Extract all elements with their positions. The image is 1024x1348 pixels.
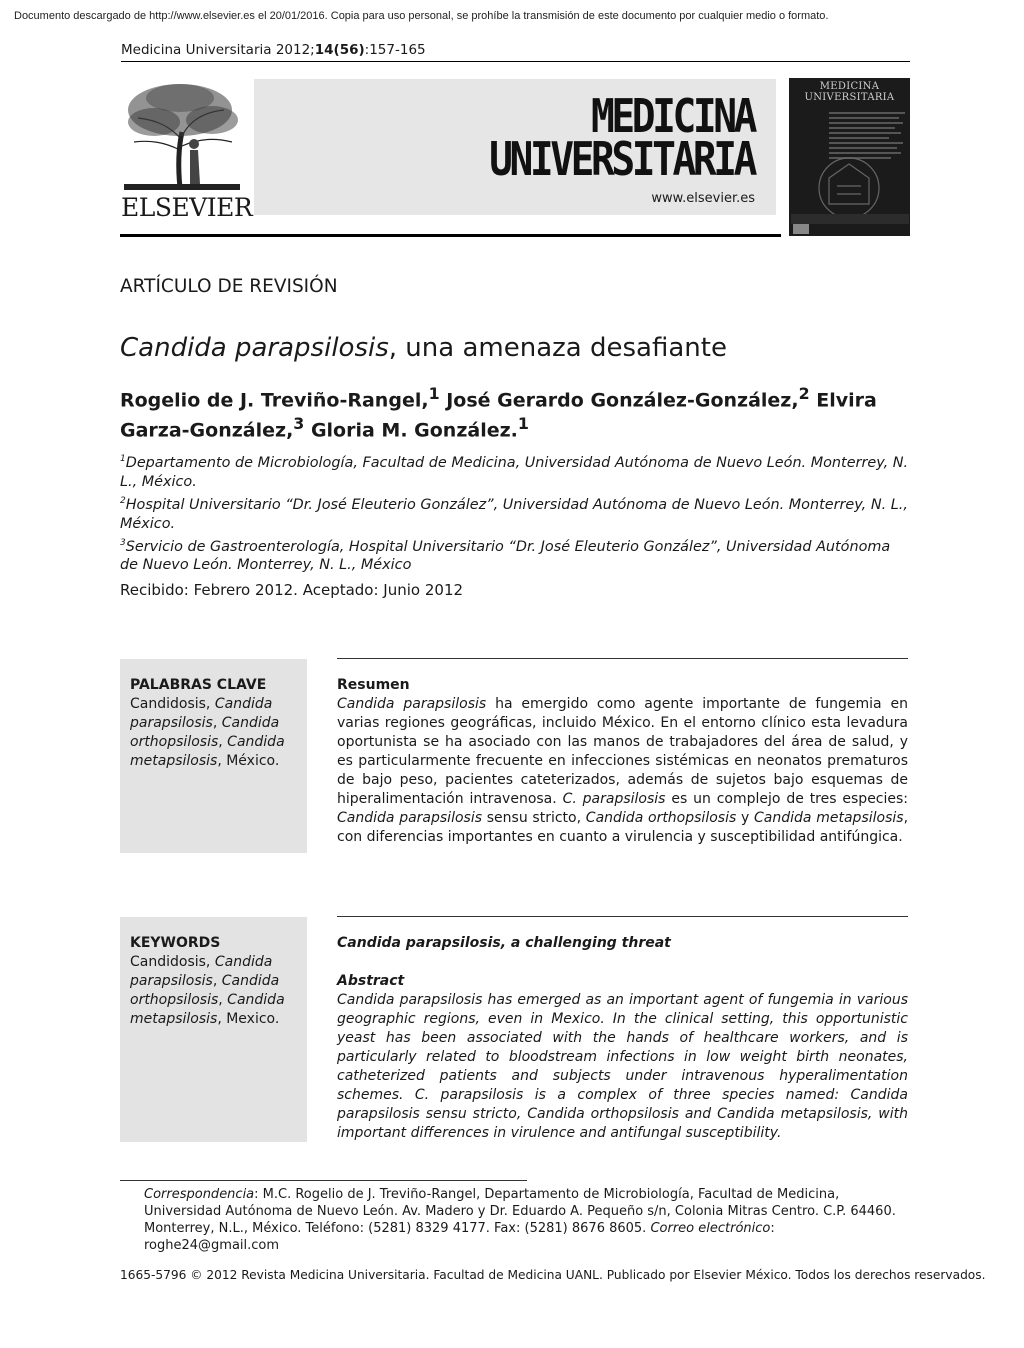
title-species: Candida parapsilosis (120, 333, 389, 363)
section-label: ARTÍCULO DE REVISIÓN (120, 276, 338, 297)
wordmark-line-2: UNIVERSITARIA (489, 131, 754, 186)
journal-url: www.elsevier.es (651, 191, 755, 206)
keyword-text: , (212, 715, 222, 731)
footnote-rule (120, 1180, 527, 1181)
author-sup: 1 (428, 384, 440, 403)
download-notice: Documento descargado de http://www.elsevier.es el 20/01/2016. Copia para uso personal, se prohíbe la transmisión de este documento por cualquier medio o formato. (14, 10, 829, 22)
cover-title (789, 82, 910, 103)
cover-artwork-icon (789, 108, 910, 236)
received-dates: Recibido: Febrero 2012. Aceptado: Junio 2012 (120, 581, 464, 599)
author-sup: 3 (293, 414, 305, 434)
journal-volume: 14 (314, 42, 334, 58)
affiliation-text: Servicio de Gastroenterología, Hospital Universitario “Dr. José Eleuterio González”, Universidad Autónoma de Nuevo León. Monterrey, N. L., México (120, 538, 891, 574)
resumen-text: Candida metapsilosis (754, 810, 904, 826)
keyword-text: , (218, 992, 228, 1008)
resumen-heading: Resumen (337, 677, 410, 693)
journal-pages: :157-165 (364, 42, 426, 58)
keyword-text: , (212, 973, 222, 989)
affiliation-sup: 1 (120, 454, 126, 464)
resumen-text: Candida parapsilosis (337, 696, 487, 712)
abstract-heading: Abstract (337, 973, 405, 989)
affiliation (120, 534, 910, 576)
author-list (120, 382, 910, 443)
keywords-box-en (120, 917, 307, 1142)
publisher-name: ELSEVIER (121, 193, 253, 222)
affiliation-text: Hospital Universitario “Dr. José Eleuterio González”, Universidad Autónoma de Nuevo León. Monterrey, N. L., México. (120, 496, 908, 532)
copyright-line: 1665-5796 © 2012 Revista Medicina Universitaria. Facultad de Medicina UANL. Publicado por Elsevier México. Todos los derechos reservados. (120, 1268, 986, 1282)
author-name: Rogelio de J. Treviño-Rangel, (120, 389, 429, 412)
journal-cover (789, 78, 910, 236)
author-sup: 2 (798, 384, 810, 403)
affiliations (120, 450, 910, 575)
keyword-text: Candidosis, (130, 696, 215, 712)
keywords-list (130, 695, 297, 771)
resumen-body (337, 695, 908, 847)
correspondence-label: Correspondencia (144, 1187, 255, 1202)
author-sup: 1 (517, 414, 529, 434)
resumen-text: C. parapsilosis (562, 791, 666, 807)
email-address: : roghe24@gmail.com (144, 1221, 775, 1253)
author-name: José Gerardo González-González, (446, 389, 799, 412)
keyword-text: Candida orthopsilosis (130, 715, 280, 750)
keyword-text: , México. (217, 753, 280, 769)
keyword-text: Candida orthopsilosis (130, 973, 280, 1008)
keyword-text: Candida parapsilosis (130, 696, 273, 731)
affiliation (120, 492, 910, 534)
keywords-heading: PALABRAS CLAVE (130, 677, 267, 693)
cover-line-1: MEDICINA (819, 81, 880, 92)
keywords-heading: KEYWORDS (130, 935, 221, 951)
article-title (120, 333, 727, 363)
affiliation (120, 450, 910, 492)
journal-reference (121, 42, 426, 58)
english-title: Candida parapsilosis, a challenging threat (337, 935, 671, 951)
banner-rule (120, 234, 781, 237)
affiliation-sup: 2 (120, 495, 126, 506)
header-rule (121, 61, 910, 62)
author-name: Elvira Garza-González, (120, 389, 877, 442)
affiliation-text: Departamento de Microbiología, Facultad de Medicina, Universidad Autónoma de Nuevo León. Monterrey, N. L., México. (120, 454, 909, 490)
title-rest: , una amenaza desafiante (388, 333, 727, 363)
resumen-text: sensu stricto, (482, 810, 586, 826)
email-label: Correo electrónico (650, 1221, 771, 1236)
keyword-text: Candida metapsilosis (130, 734, 285, 769)
resumen-text: ha emergido como agente importante de fungemia en varias regiones geográficas, incluido México. En el entorno clínico esta levadura oportunista se ha asociado con las manos de trabajadores del área de salud, y es particularmente frecuente en infecciones sistémicas en neonatos prematuros de bajo peso, pacientes cateterizados, además de sujetos bajo esquemas de hiperalimentación intravenosa. (337, 696, 908, 807)
author-name: Gloria M. González. (310, 419, 518, 442)
journal-issue: (56) (333, 42, 365, 58)
abstract-en (337, 934, 908, 1143)
wordmark-line-1: MEDICINA (590, 89, 754, 143)
abstract-rule (337, 658, 908, 659)
keywords-box-es (120, 659, 307, 853)
resumen-text: Candida parapsilosis (337, 810, 483, 826)
abstract-body: Candida parapsilosis has emerged as an important agent of fungemia in various geographic regions, even in Mexico. In the clinical setting, this opportunistic yeast has been associated with the hands of healthcare workers, and is particularly related to bloodstream infections in low weight birth neonates, catheterized patients and subjects under intravenous hyperalimentation schemes. C. parapsilosis is a complex of three species named: Candida parapsilosis sensu stricto, Candida orthopsilosis and Candida metapsilosis, with important differences in virulence and antifungal susceptibility. (337, 992, 908, 1141)
cover-line-2: UNIVERSITARIA (804, 91, 895, 103)
journal-wordmark (489, 89, 754, 186)
keywords-list (130, 953, 297, 1029)
resumen-text: Candida orthopsilosis (585, 810, 737, 826)
correspondence-text: : M.C. Rogelio de J. Treviño-Rangel, Departamento de Microbiología, Facultad de Medicina, Universidad Autónoma de Nuevo León. Av. Madero y Dr. Eduardo A. Pequeño s/n, Colonia Mitras Centro. C.P. 64460. Monterrey, N.L., México. Teléfono: (5281) 8329 4177. Fax: (5281) 8676 8605. (144, 1187, 896, 1236)
resumen (337, 676, 908, 847)
journal-banner (254, 79, 776, 215)
abstract-rule (337, 916, 908, 917)
journal-ref-prefix: Medicina Universitaria 2012; (121, 42, 315, 58)
resumen-text: , con diferencias importantes en cuanto a virulencia y susceptibilidad antifúngica. (337, 810, 909, 845)
keyword-text: Candida metapsilosis (130, 992, 285, 1027)
affiliation-sup: 3 (120, 537, 126, 548)
keyword-text: Candidosis, (130, 954, 215, 970)
correspondence (144, 1186, 910, 1254)
keyword-text: , (218, 734, 228, 750)
keyword-text: , Mexico. (217, 1011, 280, 1027)
keyword-text: Candida parapsilosis (130, 954, 273, 989)
resumen-text: es un complejo de tres especies: (665, 791, 909, 807)
resumen-text: y (736, 810, 755, 826)
